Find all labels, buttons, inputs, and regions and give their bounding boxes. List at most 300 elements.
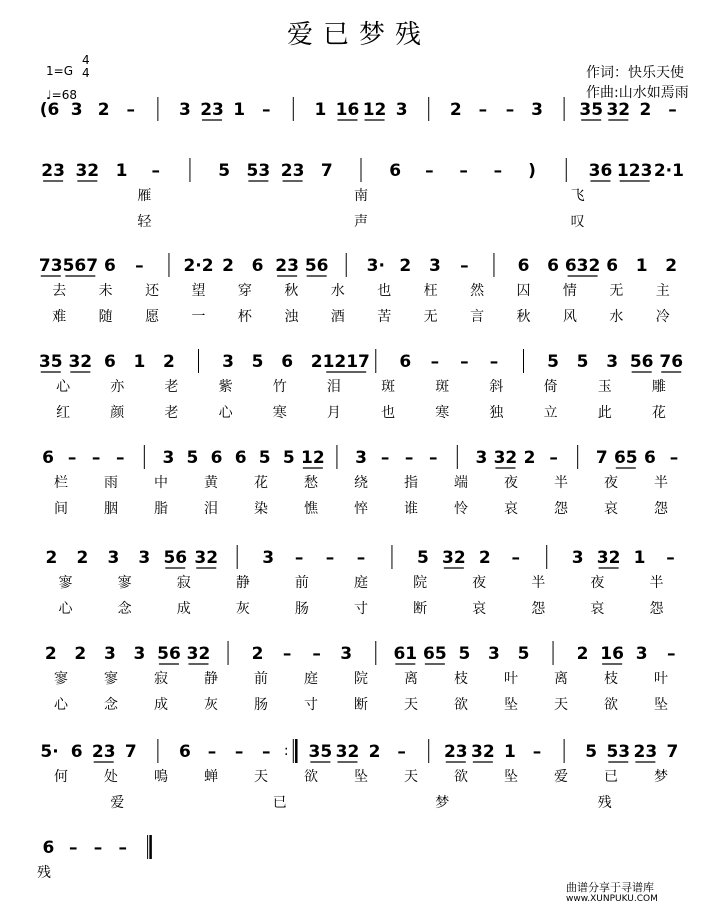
lyric-char: 静 bbox=[204, 671, 218, 687]
note-token: 3 bbox=[428, 256, 441, 276]
note-token: – bbox=[207, 742, 217, 762]
note-token: 6 bbox=[606, 256, 619, 276]
lyric-char: 夜 bbox=[472, 575, 487, 591]
lyric-char: 已 bbox=[272, 795, 287, 811]
lyric-char: 雕 bbox=[651, 379, 666, 395]
lyric-char: 念 bbox=[104, 697, 118, 713]
lyric-char: 悴 bbox=[354, 501, 368, 517]
repeat-dots: : bbox=[283, 743, 289, 759]
lyric-char: 浊 bbox=[284, 309, 299, 325]
note-token: 2 bbox=[222, 256, 234, 276]
lyric-char: 坠 bbox=[504, 769, 518, 785]
note-token: 5 bbox=[416, 548, 429, 568]
lyric-char: 欲 bbox=[454, 697, 468, 713]
lyric-char: 半 bbox=[654, 475, 668, 491]
lyric-char: 憔 bbox=[304, 501, 318, 517]
note-token: 3 bbox=[162, 448, 175, 468]
lyric-char: 寒 bbox=[435, 405, 450, 421]
note-token: – bbox=[116, 448, 125, 468]
note-token: 3 bbox=[179, 100, 191, 120]
lyric-char: 紫 bbox=[218, 379, 233, 395]
note-token: – bbox=[478, 100, 488, 120]
lyric-char: 枝 bbox=[604, 671, 618, 687]
note-token: 32 bbox=[186, 644, 211, 664]
note-token: 5· bbox=[40, 742, 59, 762]
lyric-char: 无 bbox=[423, 309, 438, 325]
note-token: ) bbox=[528, 161, 536, 181]
note-token: – bbox=[460, 352, 469, 372]
lyric-char: 欲 bbox=[604, 697, 618, 713]
lyric-char: 冷 bbox=[655, 309, 670, 325]
note-token: 3 bbox=[571, 548, 584, 568]
note-token: 2 bbox=[399, 256, 412, 276]
lyric-char: 夜 bbox=[590, 575, 605, 591]
note-token: – bbox=[356, 548, 366, 568]
lyric-char: 囚 bbox=[516, 283, 531, 299]
note-token: 2·2 bbox=[183, 256, 214, 276]
note-token: – bbox=[668, 100, 677, 120]
note-token: 3 bbox=[606, 352, 619, 372]
lyric-char: 一 bbox=[191, 309, 206, 325]
note-token: 53 bbox=[606, 742, 631, 762]
note-token: 32 bbox=[596, 548, 621, 568]
note-token: 6 bbox=[103, 352, 116, 372]
note-token: 2 bbox=[576, 644, 589, 664]
lyric-char: 寂 bbox=[176, 575, 191, 591]
lyric-char: 愁 bbox=[304, 475, 318, 491]
lyric-char: 院 bbox=[354, 671, 368, 687]
lyric-char: 轻 bbox=[137, 214, 152, 230]
note-token: 53 bbox=[246, 161, 271, 181]
lyric-char: 成 bbox=[176, 601, 191, 617]
lyric-char: 栏 bbox=[54, 475, 68, 491]
note-token: – bbox=[666, 548, 675, 568]
lyric-char: 蝉 bbox=[204, 769, 218, 785]
note-token: 3 bbox=[488, 644, 500, 664]
lyric-char: 怨 bbox=[531, 601, 546, 617]
lyric-char: 颜 bbox=[110, 405, 125, 421]
note-token: 32 bbox=[471, 742, 495, 762]
lyric-char: 离 bbox=[554, 671, 568, 687]
note-token: 2 bbox=[44, 644, 57, 664]
lyric-char: 飞 bbox=[570, 188, 585, 204]
note-token: – bbox=[460, 256, 469, 276]
lyric-char: 天 bbox=[254, 769, 268, 785]
lyric-char: 前 bbox=[294, 575, 309, 591]
note-token: 3 bbox=[222, 352, 234, 372]
note-token: 1 bbox=[504, 742, 516, 762]
lyric-char: 中 bbox=[154, 475, 168, 491]
lyric-char: 斑 bbox=[381, 379, 396, 395]
lyric-char: 立 bbox=[543, 405, 558, 421]
note-token: 73 bbox=[38, 256, 63, 276]
note-token: 2 bbox=[45, 548, 58, 568]
lyric-char: 寂 bbox=[154, 671, 168, 687]
lyric-char: 秋 bbox=[516, 309, 531, 325]
note-token: 61 bbox=[393, 644, 418, 664]
note-token: – bbox=[493, 161, 503, 181]
note-token: 76 bbox=[659, 352, 684, 372]
note-token: – bbox=[118, 838, 128, 858]
note-token: – bbox=[282, 644, 292, 664]
lyric-char: 随 bbox=[98, 309, 113, 325]
lyric-char: 水 bbox=[330, 283, 345, 299]
lyric-char: 酒 bbox=[330, 309, 345, 325]
lyric-char: 花 bbox=[254, 475, 268, 491]
note-token: 35 bbox=[308, 742, 333, 762]
note-token: 56 bbox=[629, 352, 654, 372]
time-top: 4 bbox=[82, 53, 90, 67]
note-token: 3 bbox=[531, 100, 543, 120]
note-token: 123 bbox=[616, 161, 653, 181]
note-token: 7 bbox=[666, 742, 679, 762]
lyric-char: 苦 bbox=[377, 309, 392, 325]
lyric-char: 断 bbox=[413, 601, 428, 617]
note-token: 7 bbox=[124, 742, 137, 762]
lyric-char: 独 bbox=[489, 405, 504, 421]
note-token: 32 bbox=[442, 548, 466, 568]
lyric-char: 静 bbox=[235, 575, 250, 591]
note-token: 23 bbox=[443, 742, 468, 762]
note-token: – bbox=[67, 448, 77, 468]
note-token: 23 bbox=[91, 742, 116, 762]
lyric-char: 然 bbox=[470, 283, 485, 299]
lyric-char: 愿 bbox=[145, 309, 160, 325]
lyric-char: 半 bbox=[554, 475, 568, 491]
note-token: 5 bbox=[585, 742, 598, 762]
lyric-char: 穿 bbox=[237, 283, 252, 299]
note-token: 3 bbox=[475, 448, 488, 468]
lyric-char: 天 bbox=[554, 697, 568, 713]
note-token: 3 bbox=[138, 548, 151, 568]
note-token: 3 bbox=[395, 100, 408, 120]
note-token: – bbox=[666, 644, 676, 664]
lyric-char: 寥 bbox=[117, 575, 132, 591]
note-token: 6 bbox=[643, 448, 656, 468]
note-token: 2 bbox=[163, 352, 175, 372]
lyric-char: 寒 bbox=[272, 405, 287, 421]
lyric-char: 红 bbox=[56, 405, 71, 421]
lyric-char: 寸 bbox=[354, 601, 368, 617]
note-token: 35 bbox=[579, 100, 604, 120]
note-token: 632 bbox=[564, 256, 601, 276]
lyric-char: 还 bbox=[145, 283, 160, 299]
lyric-char: 端 bbox=[454, 475, 468, 491]
note-token: 1 bbox=[233, 100, 246, 120]
lyric-char: 月 bbox=[326, 405, 341, 421]
lyric-char: 雁 bbox=[137, 188, 152, 204]
lyric-char: 半 bbox=[649, 575, 664, 591]
note-token: – bbox=[380, 448, 390, 468]
lyric-char: 也 bbox=[377, 283, 392, 299]
note-token: 6 bbox=[70, 742, 83, 762]
note-token: 1 bbox=[314, 100, 327, 120]
note-token: 6 bbox=[210, 448, 223, 468]
note-token: 3 bbox=[355, 448, 367, 468]
time-bottom: 4 bbox=[82, 66, 90, 80]
note-token: 6 bbox=[251, 256, 264, 276]
lyric-char: 灰 bbox=[235, 601, 250, 617]
lyric-char: 枉 bbox=[423, 283, 438, 299]
lyric-char: 风 bbox=[562, 309, 577, 325]
lyric-char: 夜 bbox=[604, 475, 618, 491]
lyric-char: 怜 bbox=[454, 501, 468, 517]
note-token: 3 bbox=[262, 548, 275, 568]
note-token: 1 bbox=[633, 548, 646, 568]
note-token: – bbox=[459, 161, 468, 181]
lyric-char: 南 bbox=[354, 188, 368, 204]
lyric-char: 断 bbox=[354, 697, 368, 713]
lyric-char: 未 bbox=[98, 283, 113, 299]
lyric-char: 已 bbox=[604, 769, 618, 785]
note-token: 2·1 bbox=[653, 161, 684, 181]
note-token: 3 bbox=[635, 644, 648, 664]
note-token: 16 bbox=[335, 100, 360, 120]
note-token: 32 bbox=[194, 548, 219, 568]
note-token: – bbox=[68, 838, 78, 858]
lyric-char: 哀 bbox=[604, 501, 618, 517]
lyric-char: 主 bbox=[655, 283, 670, 299]
lyric-char: 残 bbox=[37, 865, 51, 881]
note-token: – bbox=[294, 548, 304, 568]
lyric-char: 杯 bbox=[237, 309, 252, 325]
note-token: 2 bbox=[97, 100, 110, 120]
note-token: 1217 bbox=[322, 352, 370, 372]
composer-credit: 作曲:山水如焉雨 bbox=[586, 85, 689, 101]
lyric-char: 院 bbox=[413, 575, 428, 591]
lyric-char: 叶 bbox=[504, 671, 518, 687]
note-token: – bbox=[397, 742, 406, 762]
note-token: 2 bbox=[523, 448, 536, 468]
lyric-char: 指 bbox=[404, 475, 418, 491]
note-token: 6 bbox=[42, 448, 54, 468]
note-token: 56 bbox=[163, 548, 188, 568]
note-token: – bbox=[549, 448, 558, 468]
lyric-char: 间 bbox=[54, 501, 68, 517]
note-token: 23 bbox=[280, 161, 305, 181]
lyric-char: 秋 bbox=[284, 283, 299, 299]
note-token: 5 bbox=[251, 352, 264, 372]
lyric-char: 怨 bbox=[554, 501, 568, 517]
note-token: – bbox=[261, 100, 271, 120]
note-token: 6 bbox=[234, 448, 247, 468]
note-token: 32 bbox=[335, 742, 360, 762]
note-token: 65 bbox=[613, 448, 638, 468]
tempo-value: =68 bbox=[51, 88, 77, 102]
lyric-char: 梦 bbox=[654, 769, 668, 785]
watermark-text: 曲谱分享于寻谱库 bbox=[566, 881, 654, 894]
lyric-char: 叹 bbox=[570, 214, 585, 230]
lyric-char: 谁 bbox=[404, 501, 418, 517]
lyric-char: 心 bbox=[58, 601, 73, 617]
note-token: – bbox=[430, 352, 440, 372]
note-token: 1 bbox=[115, 161, 128, 181]
note-token: – bbox=[135, 256, 144, 276]
note-token: – bbox=[261, 742, 271, 762]
note-token: 7 bbox=[320, 161, 333, 181]
lyric-char: 斜 bbox=[489, 379, 504, 395]
note-token: 567 bbox=[62, 256, 99, 276]
note-token: – bbox=[425, 161, 434, 181]
lyric-char: 老 bbox=[164, 379, 179, 395]
note-token: (6 bbox=[39, 100, 60, 120]
note-token: 3 bbox=[107, 548, 120, 568]
lyric-char: 半 bbox=[531, 575, 546, 591]
note-token: 2 bbox=[76, 548, 89, 568]
lyric-char: 灰 bbox=[204, 697, 218, 713]
lyric-char: 天 bbox=[404, 769, 418, 785]
note-token: – bbox=[669, 448, 679, 468]
lyric-char: 亦 bbox=[110, 379, 125, 395]
note-token: 5 bbox=[547, 352, 559, 372]
lyric-char: 离 bbox=[404, 671, 418, 687]
lyric-char: 也 bbox=[381, 405, 396, 421]
lyric-char: 此 bbox=[597, 405, 612, 421]
lyric-char: 成 bbox=[154, 697, 168, 713]
lyric-char: 庭 bbox=[354, 575, 368, 591]
note-token: – bbox=[489, 352, 499, 372]
lyric-char: 无 bbox=[609, 283, 624, 299]
note-token: – bbox=[93, 838, 103, 858]
note-token: 23 bbox=[633, 742, 658, 762]
note-token: 56 bbox=[157, 644, 181, 664]
lyric-char: 泪 bbox=[204, 501, 218, 517]
lyric-char: 坠 bbox=[654, 697, 668, 713]
note-token: – bbox=[428, 448, 438, 468]
lyric-char: 肠 bbox=[294, 601, 309, 617]
note-token: 6 bbox=[103, 256, 116, 276]
lyric-char: 处 bbox=[104, 769, 118, 785]
note-token: – bbox=[126, 100, 136, 120]
note-token: 1 bbox=[635, 256, 648, 276]
note-token: 35 bbox=[38, 352, 63, 372]
note-token: 6 bbox=[399, 352, 412, 372]
lyric-char: 残 bbox=[597, 795, 612, 811]
note-token: 32 bbox=[493, 448, 518, 468]
note-token: 5 bbox=[458, 644, 471, 664]
lyric-char: 前 bbox=[254, 671, 268, 687]
lyric-char: 染 bbox=[254, 501, 268, 517]
lyric-char: 斑 bbox=[435, 379, 450, 395]
lyric-char: 坠 bbox=[354, 769, 368, 785]
lyric-char: 念 bbox=[117, 601, 132, 617]
note-token: 6 bbox=[42, 838, 55, 858]
key-signature: 1=G bbox=[46, 64, 73, 78]
note-token: 6 bbox=[389, 161, 402, 181]
lyric-char: 叶 bbox=[654, 671, 668, 687]
note-token: 16 bbox=[600, 644, 624, 664]
lyric-char: 难 bbox=[52, 309, 67, 325]
lyric-char: 梦 bbox=[435, 795, 450, 811]
note-token: – bbox=[505, 100, 515, 120]
note-token: 36 bbox=[588, 161, 613, 181]
lyric-char: 绕 bbox=[354, 475, 368, 491]
lyric-char: 哀 bbox=[590, 601, 605, 617]
lyric-char: 心 bbox=[218, 405, 233, 421]
note-token: 23 bbox=[41, 161, 65, 181]
lyric-char: 去 bbox=[52, 283, 67, 299]
lyric-char: 花 bbox=[651, 405, 666, 421]
note-token: 3 bbox=[70, 100, 83, 120]
note-token: – bbox=[325, 548, 335, 568]
lyric-char: 夜 bbox=[504, 475, 518, 491]
note-token: 1 bbox=[133, 352, 146, 372]
note-token: – bbox=[532, 742, 542, 762]
lyric-char: 胭 bbox=[104, 501, 118, 517]
note-token: 2 bbox=[665, 256, 678, 276]
note-token: 6 bbox=[517, 256, 530, 276]
note-token: 5 bbox=[517, 644, 530, 664]
lyric-char: 鳴 bbox=[154, 769, 168, 785]
note-token: 6 bbox=[179, 742, 191, 762]
note-token: 6 bbox=[547, 256, 559, 276]
note-token: – bbox=[91, 448, 101, 468]
note-token: 23 bbox=[275, 256, 299, 276]
lyric-char: 寸 bbox=[304, 697, 318, 713]
note-token: 7 bbox=[595, 448, 608, 468]
lyric-char: 欲 bbox=[454, 769, 468, 785]
lyricist-credit: 作词：快乐天使 bbox=[586, 65, 684, 81]
lyric-char: 坠 bbox=[504, 697, 518, 713]
lyric-char: 脂 bbox=[154, 501, 168, 517]
note-token: 2 bbox=[368, 742, 381, 762]
lyric-char: 寥 bbox=[54, 671, 68, 687]
lyric-char: 庭 bbox=[304, 671, 318, 687]
note-token: 5 bbox=[576, 352, 589, 372]
note-token: 2 bbox=[478, 548, 491, 568]
note-token: – bbox=[151, 161, 160, 181]
note-token: 23 bbox=[200, 100, 224, 120]
note-token: 2 bbox=[449, 100, 462, 120]
note-token: 12 bbox=[301, 448, 325, 468]
lyric-char: 声 bbox=[354, 214, 368, 230]
lyric-char: 怨 bbox=[649, 601, 664, 617]
lyric-char: 肠 bbox=[254, 697, 268, 713]
lyric-char: 天 bbox=[404, 697, 418, 713]
note-token: 5 bbox=[282, 448, 295, 468]
page-title: 爱已梦残 bbox=[286, 20, 431, 50]
lyric-char: 言 bbox=[470, 309, 485, 325]
lyric-char: 心 bbox=[54, 697, 68, 713]
lyric-char: 枝 bbox=[454, 671, 468, 687]
lyric-char: 黄 bbox=[204, 475, 218, 491]
lyric-char: 何 bbox=[54, 769, 68, 785]
note-token: 32 bbox=[606, 100, 631, 120]
note-token: 3 bbox=[103, 644, 116, 664]
note-token: 3 bbox=[340, 644, 353, 664]
quarter-note-icon: ♩ bbox=[46, 88, 52, 102]
lyric-char: 寥 bbox=[104, 671, 118, 687]
lyric-char: 寥 bbox=[58, 575, 73, 591]
lyric-char: 心 bbox=[56, 379, 71, 395]
note-token: 3· bbox=[366, 256, 385, 276]
note-token: 5 bbox=[218, 161, 231, 181]
lyric-char: 望 bbox=[191, 283, 206, 299]
lyric-char: 情 bbox=[562, 283, 577, 299]
note-token: 32 bbox=[75, 161, 100, 181]
note-token: 3 bbox=[133, 644, 146, 664]
note-token: 65 bbox=[423, 644, 447, 664]
lyric-char: 欲 bbox=[304, 769, 318, 785]
note-token: 32 bbox=[68, 352, 93, 372]
note-token: 6 bbox=[281, 352, 294, 372]
note-token: 2 bbox=[639, 100, 652, 120]
note-token: – bbox=[234, 742, 244, 762]
note-token: – bbox=[511, 548, 521, 568]
lyric-char: 玉 bbox=[597, 379, 612, 395]
watermark-url: www.XUNPUKU.COM bbox=[566, 894, 658, 904]
lyric-char: 老 bbox=[164, 405, 179, 421]
